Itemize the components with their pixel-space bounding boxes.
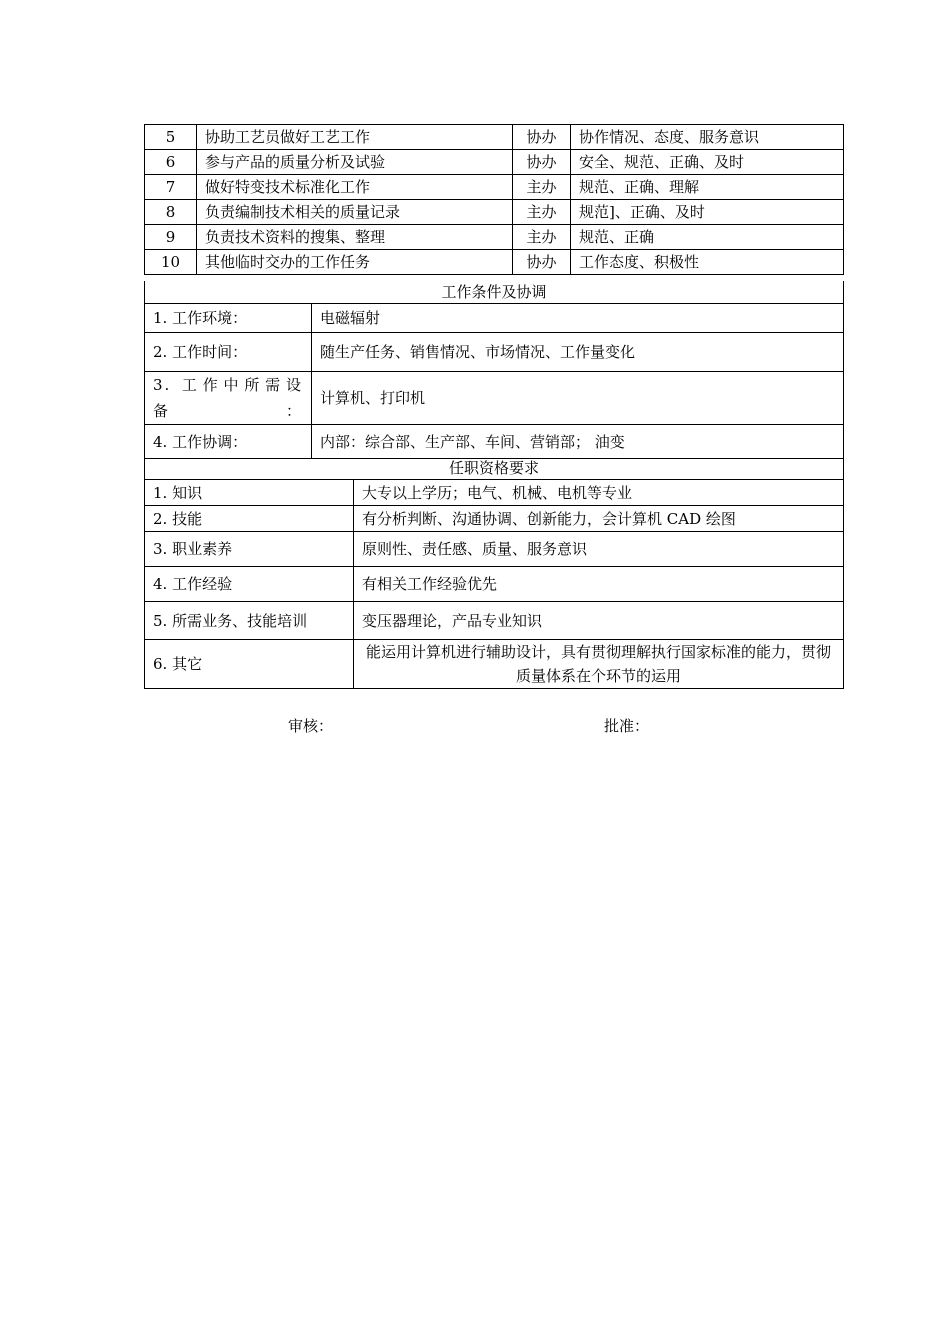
condition-value: 计算机、打印机 bbox=[312, 372, 844, 425]
qualifications-title: 任职资格要求 bbox=[145, 457, 844, 480]
duty-no: 6 bbox=[145, 150, 197, 175]
duty-standard: 工作态度、积极性 bbox=[571, 250, 844, 275]
conditions-table bbox=[144, 281, 844, 459]
qualification-value: 大专以上学历；电气、机械、电机等专业 bbox=[354, 480, 844, 506]
duty-role: 主办 bbox=[513, 200, 571, 225]
qualification-value: 能运用计算机进行辅助设计，具有贯彻理解执行国家标准的能力，贯彻质量体系在个环节的运用 bbox=[354, 640, 844, 689]
qualification-label: 3. 职业素养 bbox=[145, 532, 354, 567]
qualification-label: 4. 工作经验 bbox=[145, 567, 354, 602]
qualification-value: 有相关工作经验优先 bbox=[354, 567, 844, 602]
duty-role: 主办 bbox=[513, 175, 571, 200]
condition-label: 4. 工作协调： bbox=[145, 425, 312, 459]
approve-label: 批准： bbox=[604, 717, 650, 735]
duty-task: 负责技术资料的搜集、整理 bbox=[197, 225, 513, 250]
table-row bbox=[145, 602, 844, 640]
condition-value: 内部：综合部、生产部、车间、营销部； 油变 bbox=[312, 425, 844, 459]
table-row bbox=[145, 175, 844, 200]
duty-task: 参与产品的质量分析及试验 bbox=[197, 150, 513, 175]
duty-table bbox=[144, 124, 844, 275]
table-row bbox=[145, 480, 844, 506]
duty-role: 协办 bbox=[513, 125, 571, 150]
duty-role: 主办 bbox=[513, 225, 571, 250]
qualification-label: 2. 技能 bbox=[145, 506, 354, 532]
condition-value: 随生产任务、销售情况、市场情况、工作量变化 bbox=[312, 333, 844, 372]
table-row bbox=[145, 640, 844, 689]
duty-standard: 规范、正确、理解 bbox=[571, 175, 844, 200]
condition-label: 2. 工作时间： bbox=[145, 333, 312, 372]
duty-no: 8 bbox=[145, 200, 197, 225]
condition-label: 3. 工作中所需设备： bbox=[145, 372, 312, 425]
duty-role: 协办 bbox=[513, 150, 571, 175]
table-row bbox=[145, 250, 844, 275]
qualification-label: 1. 知识 bbox=[145, 480, 354, 506]
duty-task: 做好特变技术标准化工作 bbox=[197, 175, 513, 200]
qualification-value: 变压器理论，产品专业知识 bbox=[354, 602, 844, 640]
table-row bbox=[145, 304, 844, 333]
qualification-value: 有分析判断、沟通协调、创新能力，会计算机 CAD 绘图 bbox=[354, 506, 844, 532]
duty-task: 其他临时交办的工作任务 bbox=[197, 250, 513, 275]
table-row bbox=[145, 372, 844, 425]
qualification-label: 6. 其它 bbox=[145, 640, 354, 689]
duty-standard: 规范]、正确、及时 bbox=[571, 200, 844, 225]
duty-task: 负责编制技术相关的质量记录 bbox=[197, 200, 513, 225]
table-row bbox=[145, 150, 844, 175]
duty-no: 10 bbox=[145, 250, 197, 275]
qualification-value: 原则性、责任感、质量、服务意识 bbox=[354, 532, 844, 567]
section-header-row bbox=[145, 457, 844, 480]
duty-no: 5 bbox=[145, 125, 197, 150]
conditions-title: 工作条件及协调 bbox=[145, 281, 844, 304]
table-row bbox=[145, 333, 844, 372]
duty-task: 协助工艺员做好工艺工作 bbox=[197, 125, 513, 150]
condition-label: 1. 工作环境： bbox=[145, 304, 312, 333]
condition-value: 电磁辐射 bbox=[312, 304, 844, 333]
qualification-label: 5. 所需业务、技能培训 bbox=[145, 602, 354, 640]
table-row bbox=[145, 506, 844, 532]
qualifications-table bbox=[144, 457, 844, 689]
table-row bbox=[145, 425, 844, 459]
table-row bbox=[145, 225, 844, 250]
duty-no: 9 bbox=[145, 225, 197, 250]
duty-no: 7 bbox=[145, 175, 197, 200]
table-row bbox=[145, 532, 844, 567]
table-row bbox=[145, 125, 844, 150]
section-header-row bbox=[145, 281, 844, 304]
table-row bbox=[145, 567, 844, 602]
duty-standard: 规范、正确 bbox=[571, 225, 844, 250]
duty-standard: 安全、规范、正确、及时 bbox=[571, 150, 844, 175]
review-label: 审核： bbox=[288, 717, 334, 735]
duty-standard: 协作情况、态度、服务意识 bbox=[571, 125, 844, 150]
duty-role: 协办 bbox=[513, 250, 571, 275]
table-row bbox=[145, 200, 844, 225]
